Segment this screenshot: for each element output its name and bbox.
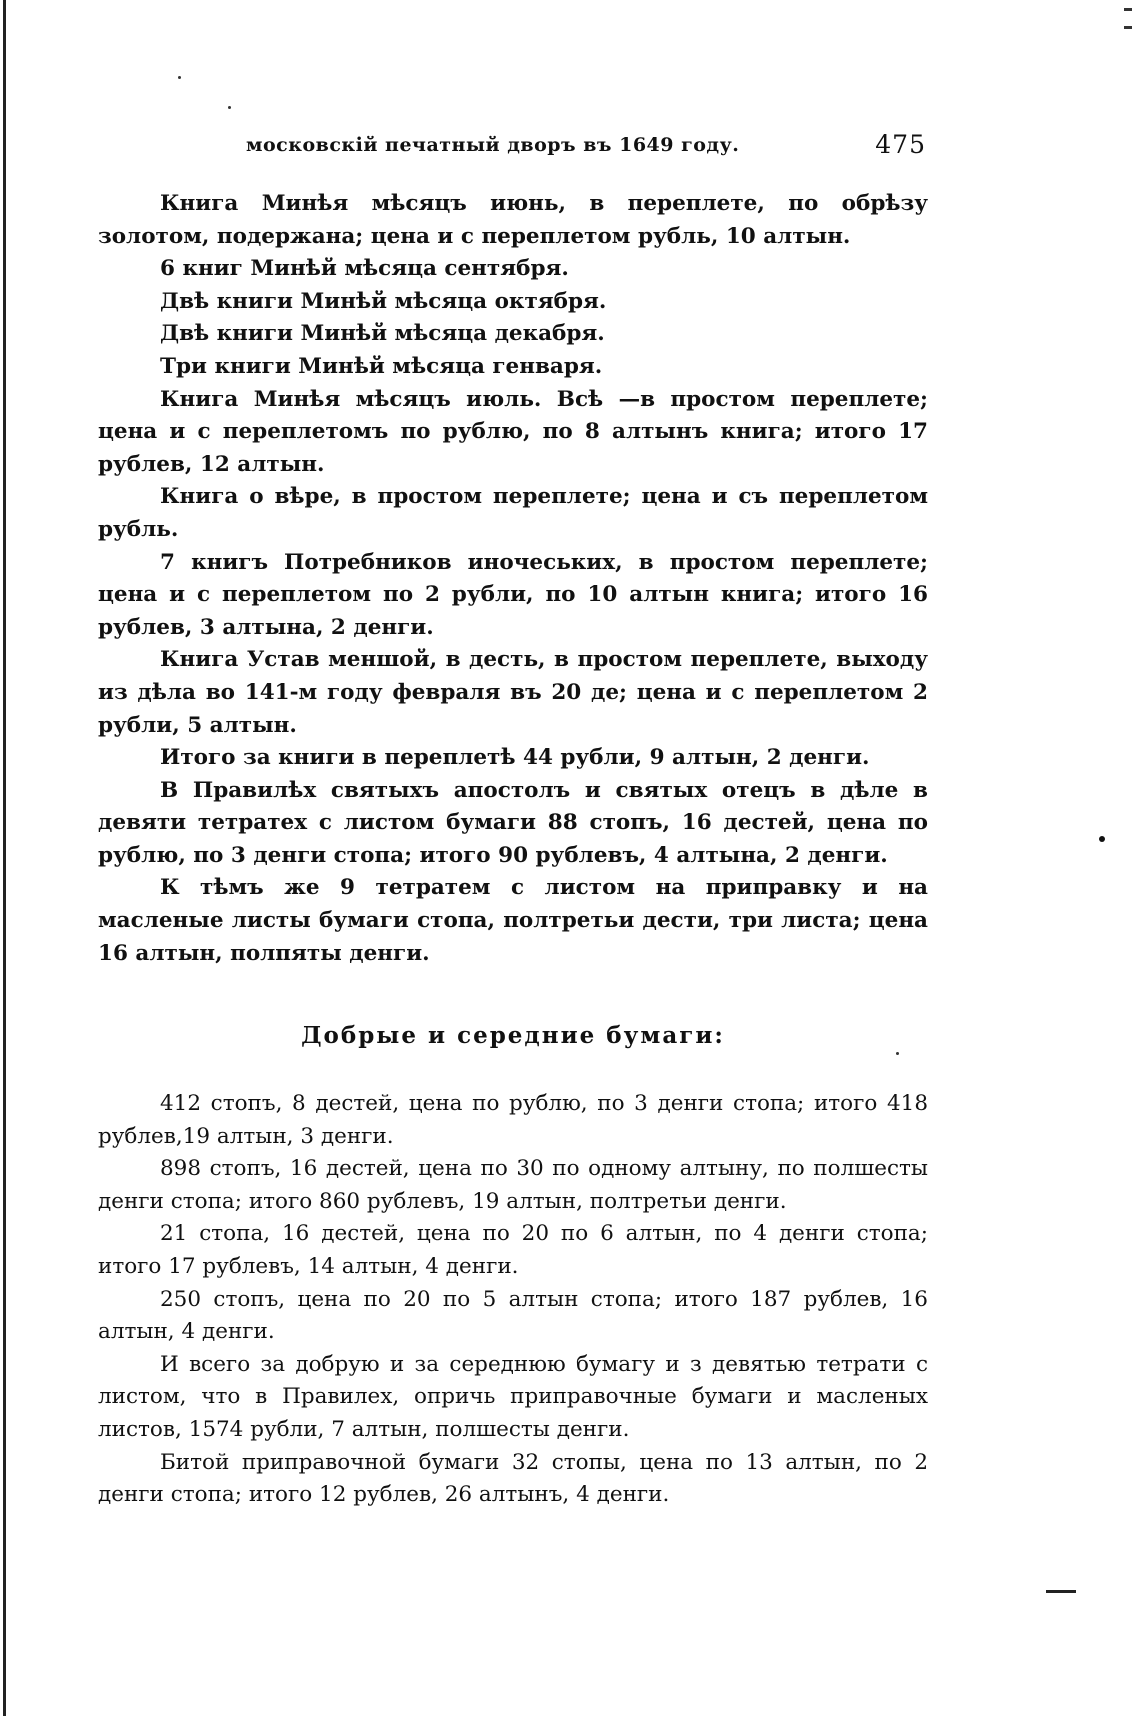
- scan-speck: [228, 106, 231, 109]
- bottom-mark: [1046, 1590, 1076, 1593]
- paragraph: 7 книгъ Потребников иночеських, в простом переплете; цена и с переплетом по 2 рубли, по 10 алтын книга; итого 16 рублев, 3 алтына, 2 денги.: [98, 549, 928, 640]
- paragraph: Три книги Минѣй мѣсяца генваря.: [160, 353, 603, 379]
- paragraph: Книга Устав меншой, в десть, в простом переплете, выходу из дѣла во 141-м году февраля въ 20 де; цена и с переплетом 2 рубли, 5 алтын.: [98, 647, 928, 738]
- running-title: московскій печатный дворъ въ 1649 году.: [246, 134, 740, 156]
- scan-speck: [896, 1052, 899, 1055]
- running-header: [246, 130, 926, 170]
- paragraph: К тѣмъ же 9 тетратем с листом на приправку и на масленые листы бумаги стопа, полтретьи дести, три листа; цена 16 алтын, полпяты денги.: [98, 875, 928, 966]
- paragraph: 6 книг Минѣй мѣсяца сентября.: [160, 256, 569, 282]
- edge-mark: [1124, 8, 1132, 11]
- body-text: [98, 188, 928, 970]
- section-heading: Добрые и середние бумаги:: [301, 1022, 725, 1049]
- paragraph: Двѣ книги Минѣй мѣсяца октября.: [160, 288, 607, 314]
- paragraph: Битой приправочной бумаги 32 стопы, цена по 13 алтын, по 2 денги стопа; итого 12 рублев, 26 алтынъ, 4 денги.: [98, 1449, 928, 1508]
- page-edge-left: [3, 0, 6, 1716]
- paragraph: В Правилѣх святыхъ апостолъ и святых отецъ в дѣле в девяти тетратех с листом бумаги 88 стопъ, 16 дестей, цена по рублю, по 3 денги стопа; итого 90 рублевъ, 4 алтына, 2 денги.: [98, 777, 928, 868]
- body-text-2: [98, 1088, 928, 1512]
- scan-speck: [178, 76, 181, 79]
- paragraph: 21 стопа, 16 дестей, цена по 20 по 6 алтын, по 4 денги стопа; итого 17 рублевъ, 14 алтын, 4 денги.: [98, 1221, 928, 1279]
- paragraph: Книга Минѣя мѣсяцъ июнь, в переплете, по обрѣзу золотом, подержана; цена и с переплетом рубль, 10 алтын.: [98, 191, 928, 249]
- edge-mark: [1124, 26, 1132, 29]
- page-number: 475: [875, 130, 926, 159]
- paragraph: И всего за добрую и за середнюю бумагу и з девятью тетрати с листом, что в Правилех, опричь приправочные бумаги и масленых листов, 1574 рубли, 7 алтын, полшесты денги.: [98, 1351, 928, 1442]
- paragraph: Двѣ книги Минѣй мѣсяца декабря.: [160, 321, 605, 347]
- scan-dot: [1099, 836, 1105, 842]
- paragraph: Книга Минѣя мѣсяцъ июль. Всѣ —в простом переплете; цена и с переплетомъ по рублю, по 8 алтынъ книга; итого 17 рублев, 12 алтын.: [98, 386, 928, 477]
- paragraph: 250 стопъ, цена по 20 по 5 алтын стопа; итого 187 рублев, 16 алтын, 4 денги.: [98, 1286, 928, 1345]
- paragraph: Книга о вѣре, в простом переплете; цена и съ переплетом рубль.: [98, 484, 928, 542]
- paragraph: 898 стопъ, 16 дестей, цена по 30 по одному алтыну, по полшесты денги стопа; итого 860 рублевъ, 19 алтын, полтретьи денги.: [98, 1156, 928, 1214]
- paragraph: 412 стопъ, 8 дестей, цена по рублю, по 3 денги стопа; итого 418 рублев,19 алтын, 3 денги.: [98, 1091, 928, 1149]
- paragraph: Итого за книги в переплетѣ 44 рубли, 9 алтын, 2 денги.: [160, 745, 870, 771]
